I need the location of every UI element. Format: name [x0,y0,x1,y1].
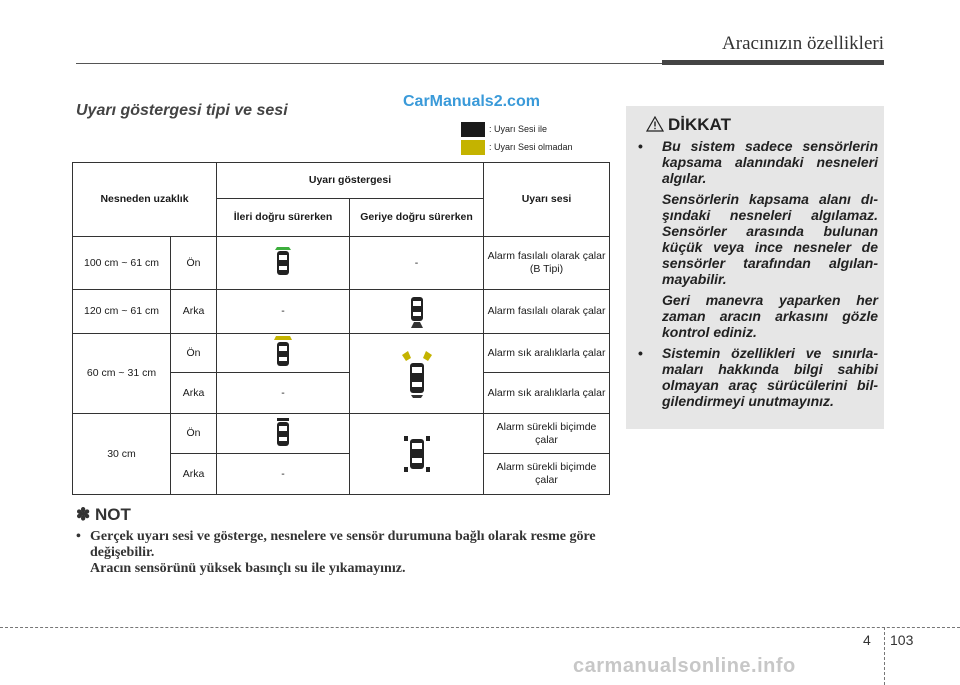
car-front-green-icon [272,247,294,279]
section-title: Uyarı göstergesi tipi ve sesi [76,102,288,119]
position-cell: Arka [171,373,217,414]
note-bullet: • [76,529,81,544]
position-cell: Ön [171,237,217,290]
reverse-indicator-cell [350,334,484,414]
position-cell: Arka [171,290,217,334]
car-corners-yellow-icon [400,349,434,399]
note-line: Aracın sensörünü yüksek basınçlı su ile yıkamayınız. [90,561,406,576]
page-number: 103 [890,632,914,648]
position-cell: Ön [171,334,217,373]
car-front-red-icon [272,418,294,450]
note-line: Gerçek uyarı sesi ve gösterge, nesnelere ve sensör durumuna bağlı olarak resme göre değişebilir. [90,529,596,560]
chapter-number: 4 [863,632,871,648]
position-cell: Arka [171,454,217,495]
header-sound: Uyarı sesi [484,163,610,237]
position-cell: Ön [171,414,217,454]
header-distance: Nesneden uzaklık [73,163,217,237]
header-forward: İleri doğru sürerken [217,199,350,237]
forward-indicator-cell [217,237,350,290]
note-title: ✽ NOT [76,505,131,524]
legend-swatch-dark [461,122,485,137]
sensor-table [72,162,610,495]
caution-list [638,138,878,414]
distance-cell: 30 cm [73,414,171,495]
caution-box [626,106,884,429]
distance-cell: 100 cm ~ 61 cm [73,237,171,290]
caution-paragraph: Sistemin özellikleri ve sınırla-maları hakkında bilgi sahibi olmayan araç sürücülerini bil-gilendirmeyi unutmayınız. [662,345,878,409]
footer-vertical-divider [884,627,885,685]
legend-item-with-sound [461,122,547,137]
reverse-indicator-cell: - [350,237,484,290]
reverse-indicator-cell [350,290,484,334]
watermark-top: CarManuals2.com [403,93,540,110]
legend-label: : Uyarı Sesi olmadan [489,141,573,152]
legend-swatch-yellow [461,140,485,155]
legend-label: : Uyarı Sesi ile [489,123,548,134]
sound-cell: Alarm fasılalı olarak çalar (B Tipi) [484,237,610,290]
header-indicator: Uyarı göstergesi [217,163,484,199]
sound-cell: Alarm sürekli biçimde çalar [484,414,610,454]
reverse-indicator-cell [350,414,484,495]
watermark-bottom: carmanualsonline.info [573,655,796,677]
sound-cell: Alarm sürekli biçimde çalar [484,454,610,495]
caution-item: • Bu sistem sadece sensörlerin kapsama alanındaki nesneleri algılar. Sensörlerin kapsama alanı dı-şındaki nesneleri algılamaz. Sensörler arasında bulunan küçük veya ince nesneler de sensörler tarafından algılan-mayabilir. Geri manevra yaparken her zaman aracın arkasını gözle kontrol ediniz. [638,138,878,340]
car-rear-green-icon [406,295,428,329]
sound-cell: Alarm sık aralıklarla çalar [484,373,610,414]
warning-triangle-icon [646,116,664,132]
car-corners-red-icon [402,432,432,476]
caution-paragraph: Geri manevra yaparken her zaman aracın arkasını gözle kontrol ediniz. [662,292,878,340]
forward-indicator-cell [217,334,350,373]
legend-item-without-sound [461,140,573,155]
sound-cell: Alarm fasılalı olarak çalar [484,290,610,334]
distance-cell: 120 cm ~ 61 cm [73,290,171,334]
note-body [76,529,616,577]
header-reverse: Geriye doğru sürerken [350,199,484,237]
page-header-title: Aracınızın özellikleri [722,33,884,54]
forward-indicator-cell: - [217,290,350,334]
header-divider-accent [662,60,884,65]
footer-divider [0,627,960,628]
caution-item: • Sistemin özellikleri ve sınırla-maları hakkında bilgi sahibi olmayan araç sürücülerini bil-gilendirmeyi unutmayınız. [638,345,878,409]
caution-title: DİKKAT [668,115,731,134]
caution-paragraph: Bu sistem sadece sensörlerin kapsama alanındaki nesneleri algılar. [662,138,878,186]
sound-cell: Alarm sık aralıklarla çalar [484,334,610,373]
caution-header [646,115,731,135]
distance-cell: 60 cm ~ 31 cm [73,334,171,414]
forward-indicator-cell: - [217,454,350,495]
caution-paragraph: Sensörlerin kapsama alanı dı-şındaki nesneleri algılamaz. Sensörler arasında bulunan küçük veya ince nesneler de sensörler tarafından algılan-mayabilir. [662,191,878,287]
forward-indicator-cell [217,414,350,454]
forward-indicator-cell: - [217,373,350,414]
car-front-yellow-icon [270,336,296,370]
